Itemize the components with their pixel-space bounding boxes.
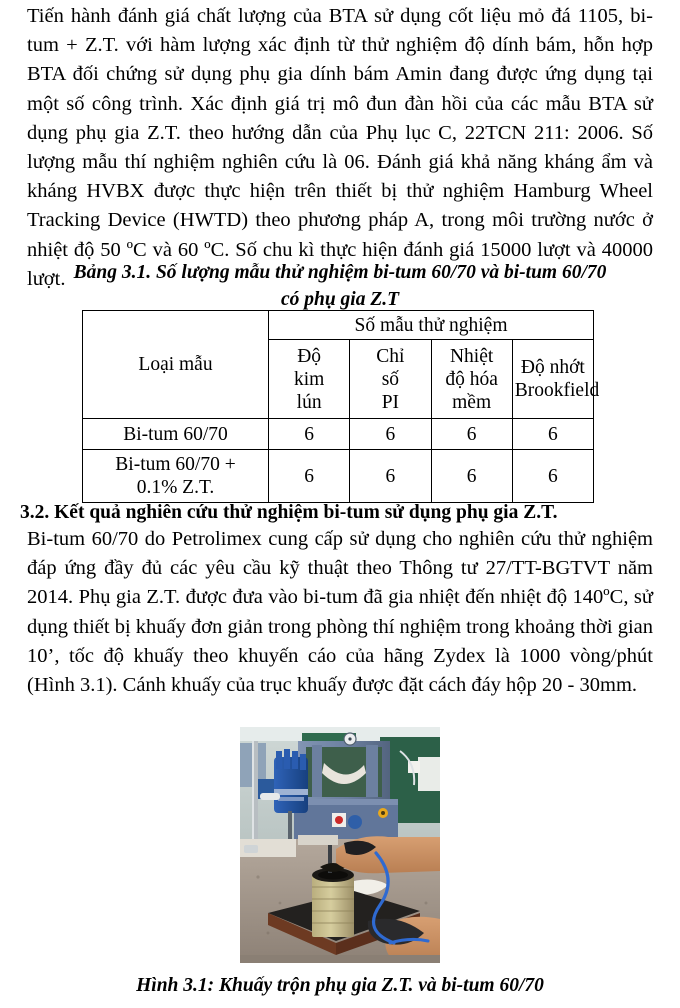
section-heading-3-2: 3.2. Kết quả nghiên cứu thử nghiệm bi-tum sử dụng phụ gia Z.T. bbox=[20, 502, 558, 523]
header-line: lún bbox=[296, 391, 322, 413]
table-header-do-kim-lun bbox=[269, 340, 350, 419]
table-cell-value: 6 bbox=[269, 419, 350, 450]
table-header-nhiet-do-hoa-mem bbox=[431, 340, 512, 419]
table-cell-value: 6 bbox=[350, 450, 431, 503]
header-line: Độ nhớt bbox=[520, 357, 585, 378]
table-cell-value: 6 bbox=[512, 450, 593, 503]
row-label-line: Bi-tum 60/70 + bbox=[115, 454, 236, 475]
header-line: Nhiệt bbox=[449, 345, 494, 367]
paragraph-intro: Tiến hành đánh giá chất lượng của BTA sử dụng cốt liệu mỏ đá 1105, bi-tum + Z.T. với hàm lượng xác định từ thử nghiệm độ dính bám, hỗn hợp BTA đối chứng sử dụng phụ gia dính bám Amin đang được ứng dụng tại một số công trình. Xác định giá trị mô đun đàn hồi của các mẫu BTA sử dụng phụ gia Z.T. theo hướng dẫn của Phụ lục C, 22TCN 211: 2006. Số lượng mẫu thí nghiệm nghiên cứu là 06. Đánh giá khả năng kháng ẩm và kháng HVBX được thực hiện trên thiết bị thử nghiệm Hamburg Wheel Tracking Device (HWTD) theo phương pháp A, trong môi trường nước ở nhiệt độ 50 ºC và 60 ºC. Số chu kì thực hiện đánh giá 15000 lượt và 40000 lượt. bbox=[27, 5, 653, 290]
table-3-1-wrapper bbox=[82, 310, 600, 503]
table-cell-value: 6 bbox=[512, 419, 593, 450]
header-line: Brookfield bbox=[514, 380, 600, 401]
table-cell-value: 6 bbox=[269, 450, 350, 503]
row-label-line: Bi-tum 60/70 bbox=[123, 423, 228, 445]
table-caption-line-2: có phụ gia Z.T bbox=[280, 289, 400, 310]
header-line: PI bbox=[381, 391, 400, 413]
header-line: độ hóa bbox=[445, 368, 498, 390]
header-line: Độ bbox=[297, 345, 322, 367]
table-cell-value: 6 bbox=[431, 450, 512, 503]
figure-3-1-caption: Hình 3.1: Khuấy trộn phụ gia Z.T. và bi-tum 60/70 bbox=[136, 975, 544, 996]
paragraph-bitum-results: Bi-tum 60/70 do Petrolimex cung cấp sử dụng cho nghiên cứu thử nghiệm đáp ứng đầy đủ các yêu cầu kỹ thuật theo Thông tư 27/TT-BGTVT năm 2014. Phụ gia Z.T. được đưa vào bi-tum đã gia nhiệt đến nhiệt độ 140ºC, sử dụng thiết bị khuấy đơn giản trong phòng thí nghiệm trong khoảng thời gian 10’, tốc độ khuấy theo khuyến cáo của hãng Zydex là 1000 vòng/phút (Hình 3.1). Cánh khuấy của trục khuấy được đặt cách đáy hộp 20 - 30mm. bbox=[27, 528, 653, 697]
table-cell-row-label bbox=[83, 419, 269, 450]
table-header-group-so-mau: Số mẫu thử nghiệm bbox=[269, 311, 594, 340]
figure-3-1 bbox=[240, 727, 440, 963]
table-cell-value: 6 bbox=[431, 419, 512, 450]
table-header-loai-mau: Loại mẫu bbox=[83, 311, 269, 419]
table-caption bbox=[27, 259, 653, 313]
table-row bbox=[83, 450, 594, 503]
table-cell-value: 6 bbox=[350, 419, 431, 450]
table-header-chi-so-pi bbox=[350, 340, 431, 419]
header-line: mềm bbox=[452, 391, 492, 413]
header-line: kim bbox=[293, 368, 325, 390]
table-caption-line-1: Bảng 3.1. Số lượng mẫu thử nghiệm bi-tum 60/70 và bi-tum 60/70 bbox=[73, 262, 607, 283]
table-header-row-group bbox=[83, 311, 594, 340]
table-cell-row-label bbox=[83, 450, 269, 503]
table-header-do-nhot-brookfield bbox=[512, 340, 600, 419]
header-line: số bbox=[381, 368, 400, 390]
header-line: Chỉ bbox=[376, 345, 405, 367]
lab-mixing-photo bbox=[240, 727, 440, 963]
table-row bbox=[83, 419, 594, 450]
row-label-line: 0.1% Z.T. bbox=[136, 477, 215, 498]
table-3-1 bbox=[82, 310, 600, 503]
